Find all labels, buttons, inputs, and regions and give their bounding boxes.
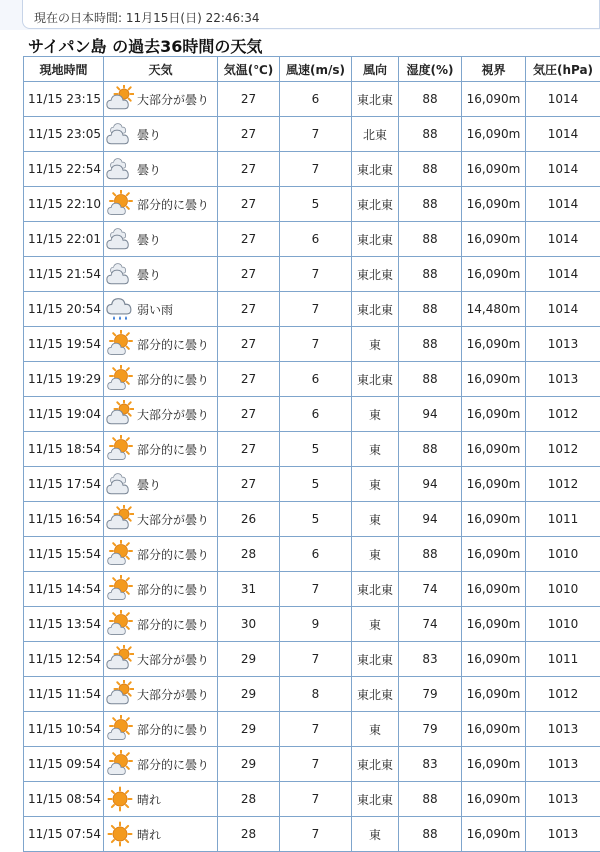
cell-pressure: 1014	[526, 292, 600, 327]
table-row	[24, 712, 600, 747]
cell-humidity: 94	[399, 502, 462, 537]
cell-local-time: 11/15 11:54	[24, 677, 104, 712]
cell-temperature: 27	[218, 397, 280, 432]
light-rain-icon	[106, 295, 134, 323]
weather-label: 大部分が曇り	[137, 91, 209, 108]
cloudy-icon	[106, 470, 134, 498]
cell-temperature: 29	[218, 747, 280, 782]
cell-wind-direction: 東	[352, 397, 399, 432]
cell-wind-speed: 7	[280, 257, 352, 292]
cell-local-time: 11/15 22:01	[24, 222, 104, 257]
cloudy-icon	[106, 120, 134, 148]
cloudy-icon	[106, 225, 134, 253]
cell-pressure: 1010	[526, 607, 600, 642]
cell-wind-direction: 東北東	[352, 257, 399, 292]
cell-humidity: 88	[399, 362, 462, 397]
cell-temperature: 27	[218, 117, 280, 152]
cell-weather	[104, 222, 218, 257]
table-row	[24, 187, 600, 222]
cell-humidity: 79	[399, 712, 462, 747]
cell-pressure: 1012	[526, 397, 600, 432]
cell-pressure: 1013	[526, 712, 600, 747]
partly-cloudy-icon	[106, 435, 134, 463]
cell-wind-speed: 7	[280, 152, 352, 187]
cell-wind-speed: 8	[280, 677, 352, 712]
sunny-icon	[106, 785, 134, 813]
cell-humidity: 88	[399, 537, 462, 572]
weather-label: 大部分が曇り	[137, 511, 209, 528]
cell-wind-direction: 東北東	[352, 782, 399, 817]
column-header-wind-speed: 風速(m/s)	[280, 57, 352, 82]
cell-wind-direction: 東北東	[352, 747, 399, 782]
cell-humidity: 88	[399, 292, 462, 327]
table-row	[24, 152, 600, 187]
cell-local-time: 11/15 08:54	[24, 782, 104, 817]
cell-weather	[104, 327, 218, 362]
table-row	[24, 572, 600, 607]
cell-wind-speed: 6	[280, 397, 352, 432]
cell-pressure: 1013	[526, 747, 600, 782]
cell-temperature: 26	[218, 502, 280, 537]
cell-weather	[104, 117, 218, 152]
cell-temperature: 27	[218, 152, 280, 187]
table-row	[24, 677, 600, 712]
cell-wind-speed: 5	[280, 467, 352, 502]
weather-label: 部分的に曇り	[137, 441, 209, 458]
weather-table-container	[23, 56, 600, 852]
cell-visibility: 16,090m	[462, 572, 526, 607]
cell-temperature: 29	[218, 642, 280, 677]
cell-wind-speed: 7	[280, 747, 352, 782]
cell-wind-speed: 7	[280, 572, 352, 607]
cell-temperature: 28	[218, 537, 280, 572]
cell-local-time: 11/15 14:54	[24, 572, 104, 607]
cell-weather	[104, 257, 218, 292]
cell-wind-speed: 6	[280, 537, 352, 572]
cell-humidity: 94	[399, 397, 462, 432]
cell-temperature: 27	[218, 327, 280, 362]
current-japan-time: 現在の日本時間: 11月15日(日) 22:46:34	[34, 9, 259, 26]
column-header-local-time: 現地時間	[24, 57, 104, 82]
weather-history-table	[23, 56, 600, 852]
sunny-icon	[106, 820, 134, 848]
weather-label: 晴れ	[137, 791, 161, 808]
cell-visibility: 16,090m	[462, 782, 526, 817]
table-row	[24, 642, 600, 677]
cell-pressure: 1012	[526, 467, 600, 502]
cell-wind-direction: 東	[352, 432, 399, 467]
cell-wind-direction: 東	[352, 467, 399, 502]
partly-cloudy-icon	[106, 575, 134, 603]
cell-local-time: 11/15 19:29	[24, 362, 104, 397]
table-row	[24, 222, 600, 257]
cell-wind-direction: 東北東	[352, 187, 399, 222]
cell-wind-speed: 6	[280, 222, 352, 257]
cell-humidity: 83	[399, 747, 462, 782]
table-row	[24, 327, 600, 362]
weather-label: 曇り	[137, 161, 161, 178]
cell-humidity: 74	[399, 572, 462, 607]
cell-humidity: 88	[399, 82, 462, 117]
cell-wind-direction: 東	[352, 327, 399, 362]
cloudy-icon	[106, 155, 134, 183]
mostly-cloudy-icon	[106, 400, 134, 428]
cell-wind-speed: 5	[280, 432, 352, 467]
cell-wind-direction: 東北東	[352, 642, 399, 677]
table-row	[24, 747, 600, 782]
mostly-cloudy-icon	[106, 85, 134, 113]
cell-weather	[104, 152, 218, 187]
cell-local-time: 11/15 17:54	[24, 467, 104, 502]
cell-humidity: 88	[399, 432, 462, 467]
cell-weather	[104, 362, 218, 397]
cell-visibility: 16,090m	[462, 222, 526, 257]
weather-label: 部分的に曇り	[137, 721, 209, 738]
cell-weather	[104, 397, 218, 432]
cell-wind-speed: 6	[280, 362, 352, 397]
cell-wind-direction: 北東	[352, 117, 399, 152]
table-row	[24, 82, 600, 117]
weather-label: 晴れ	[137, 826, 161, 843]
weather-label: 部分的に曇り	[137, 616, 209, 633]
cell-visibility: 16,090m	[462, 712, 526, 747]
partly-cloudy-icon	[106, 610, 134, 638]
table-row	[24, 432, 600, 467]
cell-visibility: 16,090m	[462, 152, 526, 187]
cell-humidity: 88	[399, 187, 462, 222]
cell-wind-speed: 7	[280, 782, 352, 817]
cell-pressure: 1014	[526, 152, 600, 187]
cell-pressure: 1010	[526, 537, 600, 572]
weather-label: 部分的に曇り	[137, 581, 209, 598]
cell-wind-direction: 東	[352, 712, 399, 747]
cell-wind-direction: 東	[352, 607, 399, 642]
cell-wind-direction: 東	[352, 817, 399, 852]
table-row	[24, 362, 600, 397]
table-row	[24, 467, 600, 502]
weather-label: 部分的に曇り	[137, 756, 209, 773]
cell-visibility: 16,090m	[462, 432, 526, 467]
cell-weather	[104, 187, 218, 222]
cell-temperature: 28	[218, 782, 280, 817]
cell-visibility: 16,090m	[462, 362, 526, 397]
cell-local-time: 11/15 07:54	[24, 817, 104, 852]
cell-visibility: 16,090m	[462, 82, 526, 117]
cell-visibility: 16,090m	[462, 327, 526, 362]
cell-wind-speed: 5	[280, 187, 352, 222]
mostly-cloudy-icon	[106, 680, 134, 708]
cell-local-time: 11/15 15:54	[24, 537, 104, 572]
cell-wind-direction: 東北東	[352, 677, 399, 712]
table-row	[24, 257, 600, 292]
cell-local-time: 11/15 22:54	[24, 152, 104, 187]
partly-cloudy-icon	[106, 330, 134, 358]
table-row	[24, 537, 600, 572]
cell-wind-speed: 6	[280, 82, 352, 117]
cell-pressure: 1014	[526, 222, 600, 257]
weather-label: 大部分が曇り	[137, 686, 209, 703]
cell-pressure: 1013	[526, 782, 600, 817]
cell-pressure: 1012	[526, 677, 600, 712]
cell-visibility: 16,090m	[462, 467, 526, 502]
cell-temperature: 27	[218, 467, 280, 502]
cell-weather	[104, 782, 218, 817]
cell-visibility: 16,090m	[462, 817, 526, 852]
cell-weather	[104, 677, 218, 712]
cell-weather	[104, 712, 218, 747]
column-header-humidity: 湿度(%)	[399, 57, 462, 82]
weather-label: 弱い雨	[137, 301, 173, 318]
cell-pressure: 1011	[526, 502, 600, 537]
cell-wind-direction: 東北東	[352, 152, 399, 187]
weather-label: 大部分が曇り	[137, 406, 209, 423]
cell-humidity: 88	[399, 152, 462, 187]
partly-cloudy-icon	[106, 365, 134, 393]
cell-pressure: 1013	[526, 327, 600, 362]
cell-visibility: 16,090m	[462, 642, 526, 677]
cell-visibility: 16,090m	[462, 607, 526, 642]
cell-local-time: 11/15 23:05	[24, 117, 104, 152]
cell-pressure: 1010	[526, 572, 600, 607]
table-row	[24, 397, 600, 432]
weather-label: 曇り	[137, 266, 161, 283]
cell-wind-direction: 東北東	[352, 82, 399, 117]
cell-local-time: 11/15 18:54	[24, 432, 104, 467]
cell-temperature: 27	[218, 292, 280, 327]
cell-visibility: 16,090m	[462, 187, 526, 222]
table-row	[24, 117, 600, 152]
cell-weather	[104, 817, 218, 852]
weather-label: 部分的に曇り	[137, 196, 209, 213]
partly-cloudy-icon	[106, 750, 134, 778]
cell-temperature: 28	[218, 817, 280, 852]
weather-label: 部分的に曇り	[137, 371, 209, 388]
cell-wind-speed: 7	[280, 642, 352, 677]
cell-pressure: 1014	[526, 257, 600, 292]
cell-wind-direction: 東	[352, 502, 399, 537]
cell-pressure: 1014	[526, 187, 600, 222]
cell-humidity: 88	[399, 817, 462, 852]
column-header-temperature: 気温(℃)	[218, 57, 280, 82]
cell-local-time: 11/15 21:54	[24, 257, 104, 292]
cell-humidity: 83	[399, 642, 462, 677]
cell-visibility: 16,090m	[462, 677, 526, 712]
weather-label: 大部分が曇り	[137, 651, 209, 668]
cell-wind-speed: 7	[280, 117, 352, 152]
cell-temperature: 27	[218, 222, 280, 257]
cell-humidity: 94	[399, 467, 462, 502]
cell-local-time: 11/15 09:54	[24, 747, 104, 782]
cell-weather	[104, 642, 218, 677]
column-header-weather: 天気	[104, 57, 218, 82]
cell-local-time: 11/15 13:54	[24, 607, 104, 642]
cell-weather	[104, 432, 218, 467]
table-row	[24, 502, 600, 537]
cell-humidity: 88	[399, 782, 462, 817]
cell-temperature: 27	[218, 362, 280, 397]
cell-visibility: 16,090m	[462, 257, 526, 292]
mostly-cloudy-icon	[106, 505, 134, 533]
cell-local-time: 11/15 22:10	[24, 187, 104, 222]
cell-humidity: 88	[399, 117, 462, 152]
partly-cloudy-icon	[106, 715, 134, 743]
cell-pressure: 1013	[526, 362, 600, 397]
cell-local-time: 11/15 19:04	[24, 397, 104, 432]
cell-visibility: 16,090m	[462, 502, 526, 537]
cell-weather	[104, 82, 218, 117]
mostly-cloudy-icon	[106, 645, 134, 673]
cell-wind-speed: 7	[280, 327, 352, 362]
cell-temperature: 31	[218, 572, 280, 607]
cloudy-icon	[106, 260, 134, 288]
cell-temperature: 27	[218, 187, 280, 222]
cell-local-time: 11/15 20:54	[24, 292, 104, 327]
cell-humidity: 74	[399, 607, 462, 642]
weather-label: 曇り	[137, 476, 161, 493]
cell-pressure: 1013	[526, 817, 600, 852]
cell-wind-direction: 東北東	[352, 292, 399, 327]
cell-wind-direction: 東北東	[352, 572, 399, 607]
cell-weather	[104, 292, 218, 327]
cell-humidity: 88	[399, 327, 462, 362]
cell-weather	[104, 572, 218, 607]
table-header-row	[24, 57, 600, 82]
cell-wind-direction: 東北東	[352, 222, 399, 257]
partly-cloudy-icon	[106, 190, 134, 218]
cell-weather	[104, 502, 218, 537]
cell-humidity: 79	[399, 677, 462, 712]
cell-wind-direction: 東	[352, 537, 399, 572]
cell-wind-speed: 7	[280, 712, 352, 747]
cell-weather	[104, 537, 218, 572]
cell-visibility: 16,090m	[462, 537, 526, 572]
cell-weather	[104, 747, 218, 782]
cell-local-time: 11/15 19:54	[24, 327, 104, 362]
cell-temperature: 27	[218, 257, 280, 292]
cell-local-time: 11/15 12:54	[24, 642, 104, 677]
cell-pressure: 1011	[526, 642, 600, 677]
cell-pressure: 1014	[526, 117, 600, 152]
table-row	[24, 782, 600, 817]
cell-pressure: 1012	[526, 432, 600, 467]
cell-local-time: 11/15 23:15	[24, 82, 104, 117]
cell-wind-direction: 東北東	[352, 362, 399, 397]
cell-visibility: 16,090m	[462, 397, 526, 432]
cell-humidity: 88	[399, 257, 462, 292]
cell-pressure: 1014	[526, 82, 600, 117]
table-row	[24, 607, 600, 642]
cell-visibility: 14,480m	[462, 292, 526, 327]
cell-wind-speed: 5	[280, 502, 352, 537]
cell-humidity: 88	[399, 222, 462, 257]
partly-cloudy-icon	[106, 540, 134, 568]
page-title: サイパン島 の過去36時間の天気	[28, 34, 262, 57]
cell-wind-speed: 7	[280, 292, 352, 327]
column-header-visibility: 視界	[462, 57, 526, 82]
cell-temperature: 29	[218, 712, 280, 747]
column-header-wind-direction: 風向	[352, 57, 399, 82]
weather-label: 曇り	[137, 126, 161, 143]
cell-local-time: 11/15 10:54	[24, 712, 104, 747]
table-row	[24, 292, 600, 327]
weather-label: 曇り	[137, 231, 161, 248]
cell-local-time: 11/15 16:54	[24, 502, 104, 537]
table-row	[24, 817, 600, 852]
cell-visibility: 16,090m	[462, 747, 526, 782]
weather-label: 部分的に曇り	[137, 336, 209, 353]
weather-label: 部分的に曇り	[137, 546, 209, 563]
cell-weather	[104, 467, 218, 502]
column-header-pressure: 気圧(hPa)	[526, 57, 600, 82]
cell-wind-speed: 9	[280, 607, 352, 642]
cell-temperature: 27	[218, 82, 280, 117]
cell-visibility: 16,090m	[462, 117, 526, 152]
cell-weather	[104, 607, 218, 642]
cell-wind-speed: 7	[280, 817, 352, 852]
cell-temperature: 27	[218, 432, 280, 467]
cell-temperature: 29	[218, 677, 280, 712]
cell-temperature: 30	[218, 607, 280, 642]
